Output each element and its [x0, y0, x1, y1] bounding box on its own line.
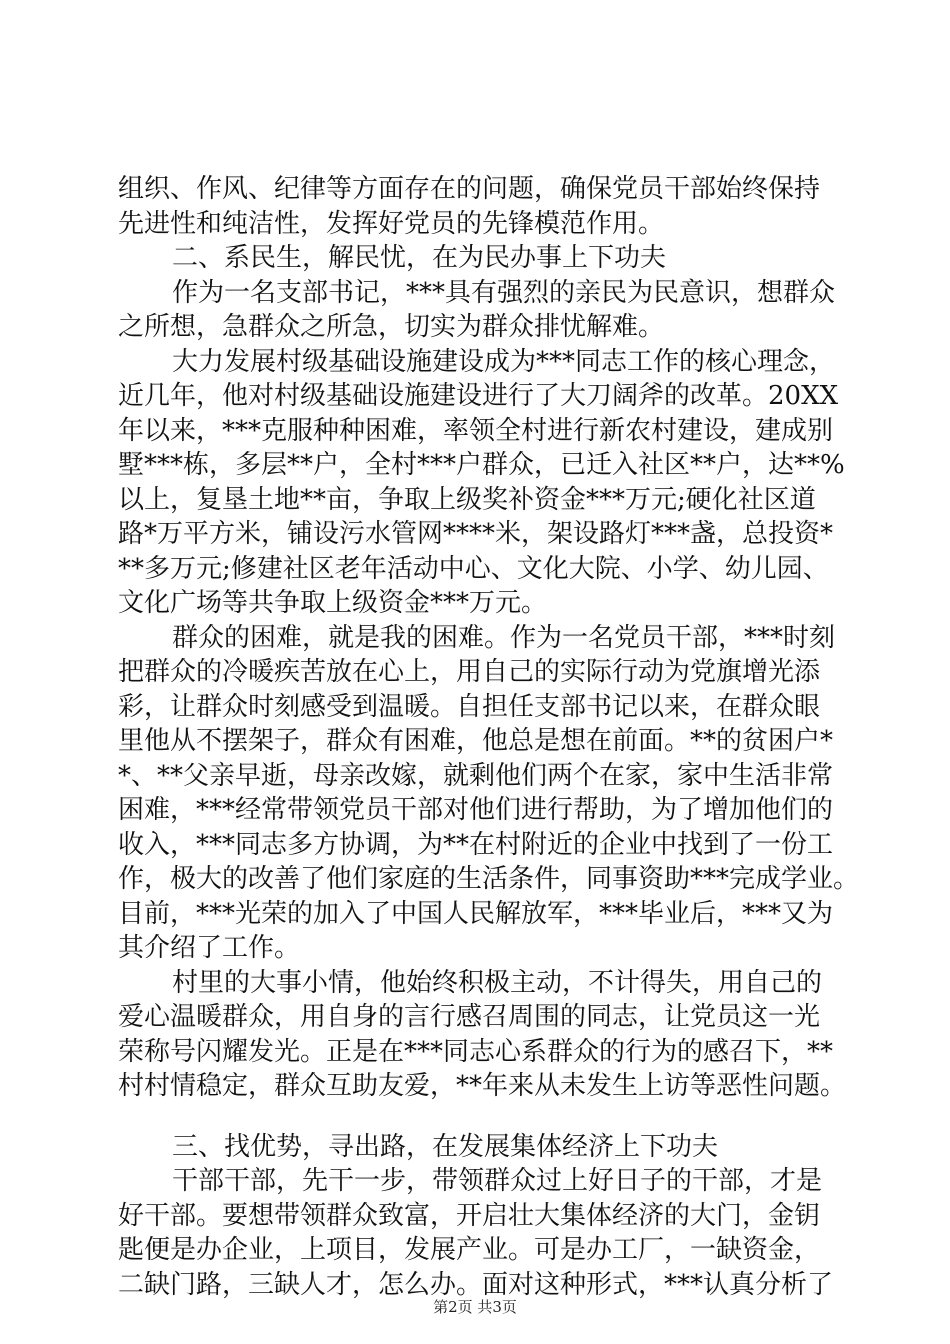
- text-line: 爱心温暖群众，用自身的言行感召周围的同志，让党员这一光: [118, 1002, 821, 1032]
- text-line: 村里的大事小情，他始终积极主动，不计得失，用自己的: [172, 967, 823, 998]
- body-text: [118, 172, 860, 1302]
- page-footer: 第2页 共3页: [433, 1298, 517, 1316]
- text-line: *、**父亲早逝，母亲改嫁，就剩他们两个在家，家中生活非常: [118, 760, 834, 791]
- paragraph-gap: [118, 1104, 838, 1130]
- section-heading: 三、找优势，寻出路，在发展集体经济上下功夫: [172, 1131, 719, 1162]
- text-line: **多万元;修建社区老年活动中心、文化大院、小学、幼儿园、: [118, 553, 829, 584]
- text-line: 群众的困难，就是我的困难。作为一名党员干部，***时刻: [172, 622, 836, 653]
- text-line: 其介绍了工作。: [118, 933, 301, 963]
- text-line: 墅***栋，多层**户，全村***户群众，已迁入社区**户，达**%: [118, 450, 845, 480]
- text-line: 之所想，急群众之所急，切实为群众排忧解难。: [118, 312, 665, 342]
- text-line: 先进性和纯洁性，发挥好党员的先锋模范作用。: [118, 208, 665, 239]
- text-line: 彩，让群众时刻感受到温暖。自担任支部书记以来，在群众眼: [118, 691, 821, 722]
- text-line: 干部干部，先干一步，带领群众过上好日子的干部，才是: [172, 1166, 823, 1196]
- text-line: 作为一名支部书记，***具有强烈的亲民为民意识，想群众: [172, 277, 836, 308]
- text-line: 收入，***同志多方协调，为**在村附近的企业中找到了一份工: [118, 829, 834, 860]
- text-line: 好干部。要想带领群众致富，开启壮大集体经济的大门，金钥: [118, 1200, 821, 1231]
- text-line: 作，极大的改善了他们家庭的生活条件，同事资助***完成学业。: [118, 864, 860, 894]
- text-line: 目前，***光荣的加入了中国人民解放军，***毕业后，***又为: [118, 898, 834, 929]
- text-line: 里他从不摆架子，群众有困难，他总是想在前面。**的贫困户*: [118, 726, 834, 756]
- text-line: 匙便是办企业，上项目，发展产业。可是办工厂，一缺资金，: [118, 1235, 821, 1265]
- text-line: 大力发展村级基础设施建设成为***同志工作的核心理念，: [172, 346, 836, 377]
- text-line: 荣称号闪耀发光。正是在***同志心系群众的行为的感召下，**: [118, 1036, 834, 1067]
- text-line: 二缺门路，三缺人才，怎么办。面对这种形式，***认真分析了: [118, 1269, 834, 1300]
- text-line: 近几年，他对村级基础设施建设进行了大刀阔斧的改革。20XX: [118, 381, 839, 411]
- text-line: 村村情稳定，群众互助友爱，**年来从未发生上访等恶性问题。: [118, 1071, 847, 1101]
- text-line: 困难，***经常带领党员干部对他们进行帮助，为了增加他们的: [118, 795, 834, 825]
- text-line: 路*万平方米，铺设污水管网****米，架设路灯***盏，总投资*: [118, 519, 834, 549]
- text-line: 组织、作风、纪律等方面存在的问题，确保党员干部始终保持: [118, 174, 821, 204]
- text-line: 把群众的冷暖疾苦放在心上，用自己的实际行动为党旗增光添: [118, 657, 821, 687]
- section-heading: 二、系民生，解民忧，在为民办事上下功夫: [172, 243, 667, 273]
- text-line: 文化广场等共争取上级资金***万元。: [118, 588, 548, 618]
- text-line: 年以来，***克服种种困难，率领全村进行新农村建设，建成别: [118, 415, 834, 446]
- text-line: 以上，复垦土地**亩，争取上级奖补资金***万元;硬化社区道: [118, 484, 816, 515]
